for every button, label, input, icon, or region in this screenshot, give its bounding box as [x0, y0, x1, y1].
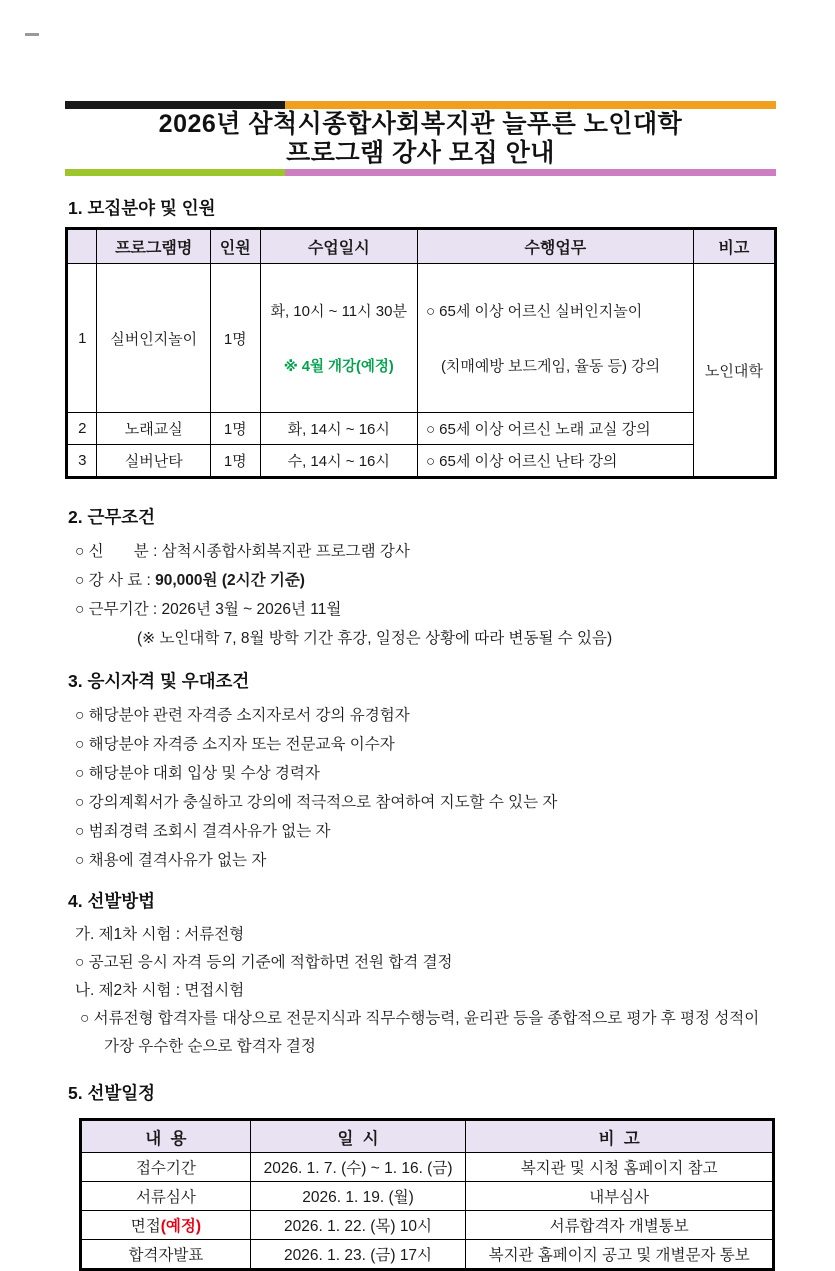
work-condition-fee	[65, 566, 775, 595]
col-header-content: 내 용	[81, 1120, 251, 1153]
col-header-program: 프로그램명	[97, 229, 210, 264]
table-row-silver-cognition	[67, 264, 776, 413]
recruitment-table	[65, 227, 777, 479]
cell-datetime: 2026. 1. 22. (목) 10시	[250, 1211, 466, 1240]
schedule-row-announcement	[81, 1240, 774, 1270]
cell-no: 2	[67, 413, 97, 445]
qualification-item: ○ 해당분야 관련 자격증 소지자로서 강의 유경험자	[75, 707, 410, 724]
cell-no: 3	[67, 445, 97, 478]
duty-line: ○ 65세 이상 어르신 실버인지놀이	[425, 303, 643, 320]
qualification-item: ○ 채용에 결격사유가 없는 자	[75, 852, 267, 869]
fee-amount: 90,000원 (2시간 기준)	[155, 572, 305, 589]
cell-schedule	[260, 264, 417, 413]
section-1-heading: 1. 모집분야 및 인원	[68, 198, 216, 218]
cell-schedule: 수, 14시 ~ 16시	[260, 445, 417, 478]
cell-program: 실버난타	[97, 445, 210, 478]
section-3-heading: 3. 응시자격 및 우대조건	[68, 671, 250, 691]
selection-step-1: 가. 제1차 시험 : 서류전형	[75, 926, 245, 943]
schedule-start-note: ※ 4월 개강(예정)	[283, 359, 394, 375]
cell-schedule: 화, 14시 ~ 16시	[260, 413, 417, 445]
title-top-bar-black-segment	[65, 101, 285, 109]
cell-count: 1명	[210, 445, 260, 478]
cell-program: 실버인지놀이	[97, 264, 210, 413]
section-5-heading: 5. 선발일정	[68, 1083, 156, 1103]
page-title-line2: 프로그램 강사 모집 안내	[286, 139, 555, 167]
schedule-table	[79, 1118, 775, 1271]
table-row-singing-class	[67, 413, 776, 445]
cell-remark-merged: 노인대학	[693, 264, 775, 478]
cell-content	[81, 1211, 251, 1240]
schedule-row-application	[81, 1153, 774, 1182]
interview-tentative-label: (예정)	[160, 1218, 201, 1235]
interview-label: 면접	[130, 1218, 161, 1235]
selection-step-2: 나. 제2차 시험 : 면접시험	[75, 982, 245, 999]
schedule-time: 화, 10시 ~ 11시 30분	[270, 303, 407, 320]
section-2-heading: 2. 근무조건	[68, 507, 156, 527]
scan-artifact	[25, 33, 39, 36]
col-header-remark: 비고	[693, 229, 775, 264]
cell-content: 접수기간	[81, 1153, 251, 1182]
col-header-schedule: 수업일시	[260, 229, 417, 264]
qualification-item: ○ 해당분야 자격증 소지자 또는 전문교육 이수자	[75, 736, 395, 753]
qualification-item: ○ 강의계획서가 충실하고 강의에 적극적으로 참여하여 지도할 수 있는 자	[75, 794, 558, 811]
cell-note: 복지관 및 시청 홈페이지 참고	[466, 1153, 774, 1182]
cell-datetime: 2026. 1. 7. (수) ~ 1. 16. (금)	[250, 1153, 466, 1182]
title-bottom-bar-green-segment	[65, 169, 285, 176]
section-4-heading: 4. 선발방법	[68, 891, 156, 911]
qualification-item: ○ 범죄경력 조회시 결격사유가 없는 자	[75, 823, 331, 840]
cell-count: 1명	[210, 264, 260, 413]
cell-content: 서류심사	[81, 1182, 251, 1211]
work-condition-period-note: (※ 노인대학 7, 8월 방학 기간 휴강, 일정은 상황에 따라 변동될 수 있음)	[137, 630, 613, 647]
cell-duty: ○ 65세 이상 어르신 난타 강의	[417, 445, 693, 478]
page-title	[65, 109, 776, 169]
cell-datetime: 2026. 1. 19. (월)	[250, 1182, 466, 1211]
cell-datetime: 2026. 1. 23. (금) 17시	[250, 1240, 466, 1270]
title-bottom-bar	[65, 169, 776, 176]
cell-content: 합격자발표	[81, 1240, 251, 1270]
schedule-row-document-review	[81, 1182, 774, 1211]
page-title-line1: 2026년 삼척시종합사회복지관 늘푸른 노인대학	[158, 110, 683, 138]
cell-note: 서류합격자 개별통보	[466, 1211, 774, 1240]
cell-note: 내부심사	[466, 1182, 774, 1211]
recruitment-table-header-row	[67, 229, 776, 264]
work-condition-position: ○ 신 분 : 삼척시종합사회복지관 프로그램 강사	[75, 543, 410, 560]
col-header-no	[67, 229, 97, 264]
fee-label: ○ 강 사 료 :	[75, 572, 156, 589]
cell-program: 노래교실	[97, 413, 210, 445]
cell-no: 1	[67, 264, 97, 413]
col-header-duty: 수행업무	[417, 229, 693, 264]
col-header-note: 비 고	[466, 1120, 774, 1153]
title-top-bar-orange-segment	[285, 101, 776, 109]
cell-duty: ○ 65세 이상 어르신 노래 교실 강의	[417, 413, 693, 445]
selection-step-2-detail: ○ 서류전형 합격자를 대상으로 전문지식과 직무수행능력, 윤리관 등을 종합적으로 평가 후 평정 성적이 가장 우수한 순으로 합격자 결정	[80, 1010, 764, 1055]
cell-duty	[417, 264, 693, 413]
cell-count: 1명	[210, 413, 260, 445]
cell-note: 복지관 홈페이지 공고 및 개별문자 통보	[466, 1240, 774, 1270]
qualification-item: ○ 해당분야 대회 입상 및 수상 경력자	[75, 765, 320, 782]
title-top-bar	[65, 101, 776, 109]
selection-step-1-detail: ○ 공고된 응시 자격 등의 기준에 적합하면 전원 합격 결정	[75, 954, 453, 971]
work-condition-period: ○ 근무기간 : 2026년 3월 ~ 2026년 11월	[75, 601, 342, 618]
col-header-count: 인원	[210, 229, 260, 264]
schedule-table-header-row	[81, 1120, 774, 1153]
schedule-row-interview	[81, 1211, 774, 1240]
col-header-datetime: 일 시	[250, 1120, 466, 1153]
title-bottom-bar-pink-segment	[285, 169, 776, 176]
duty-line-continuation: (치매예방 보드게임, 율동 등) 강의	[440, 358, 661, 375]
table-row-silver-nanta	[67, 445, 776, 478]
